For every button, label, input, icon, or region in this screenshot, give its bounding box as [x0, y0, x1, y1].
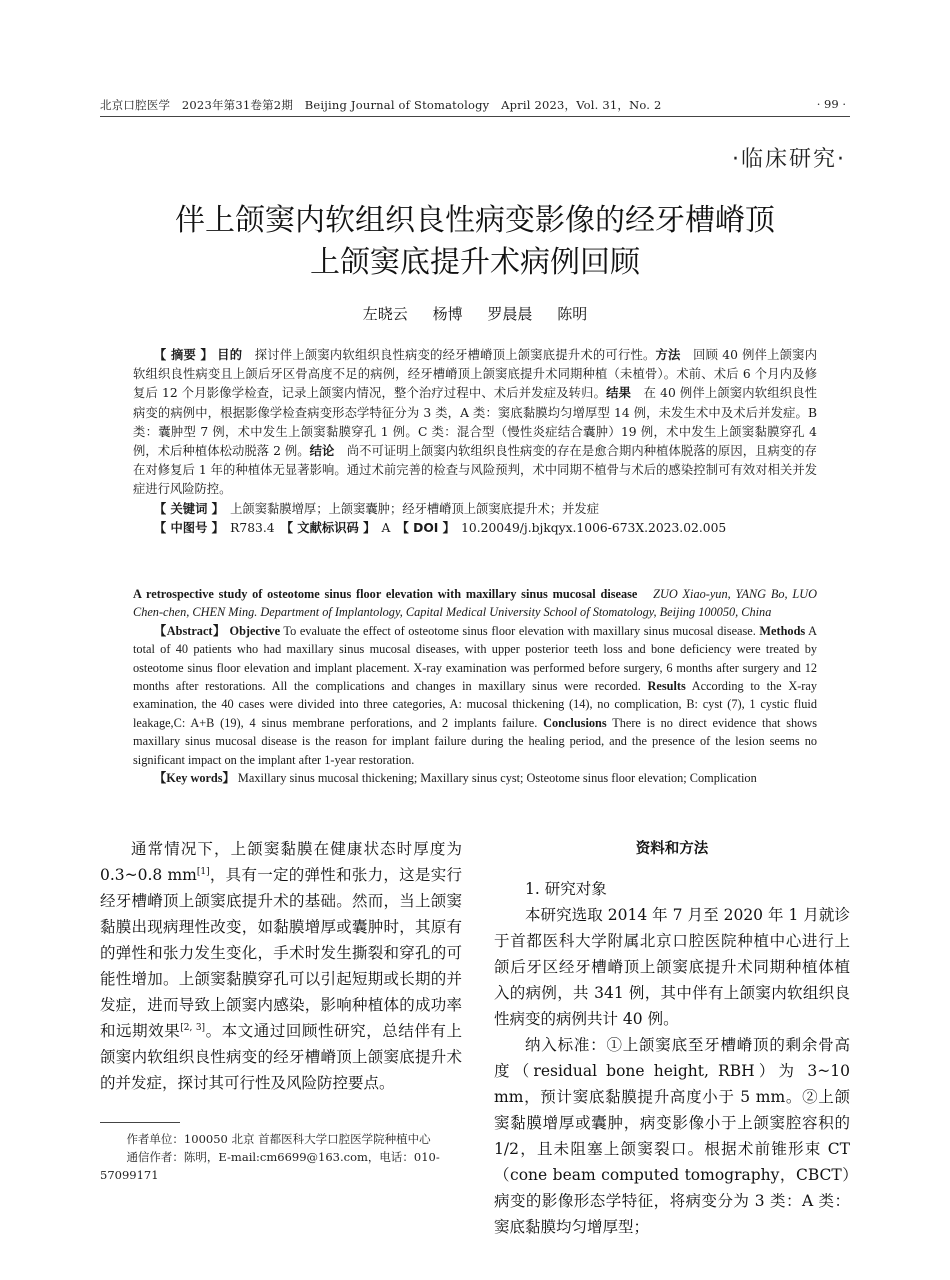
body-right-column	[494, 836, 850, 1240]
doi-value: 10.20049/j.bjkqyx.1006-673X.2023.02.005	[448, 520, 727, 535]
objective-text: 探讨伴上颌窦内软组织良性病变的经牙槽嵴顶上颌窦底提升术的可行性。	[242, 348, 656, 362]
keywords-label-en: 【Key words】	[153, 771, 235, 786]
author-unit: 作者单位：100050 北京 首都医科大学口腔医学院种植中心	[126, 1132, 431, 1146]
results-text: 在 40 例伴上颌窦内软组织良性病变的病例中，根据影像学检查病变形态学特征分为 3 类，A 类：窦底黏膜均匀增厚型 14 例，未发生术中及术后并发症。B 类：囊肿型 7 例，术中发生上颌窦黏膜穿孔 1 例。C 类：混合型（慢性炎症结合囊肿）19 例，术中发生上颌窦黏膜穿孔 4 例，术后种植体松动脱落 2 例。	[133, 386, 817, 459]
clc-value: R783.4	[217, 520, 287, 535]
corresponding-author: 通信作者：陈明，E-mail:cm6699@163.com，电话：010-57099171	[100, 1150, 440, 1182]
methods-text-en: A total of 40 patients who had maxillary sinus mucosal diseases, with upper posterior teeth loss and bone deficiency were treated by osteotome sinus floor elevation and implant placement. X-ray examination was performed before surgery, 6 months after surgery and 12 months after restorations. All the complications and changes in maxillary sinus were recorded.	[133, 623, 818, 694]
doc-code-value: A	[369, 520, 403, 535]
footnotes	[100, 1130, 462, 1184]
keywords-text: 上颌窦黏膜增厚；上颌窦囊肿；经牙槽嵴顶上颌窦底提升术；并发症	[217, 501, 600, 516]
english-affiliation: ZUO Xiao-yun, YANG Bo, LUO Chen-chen, CHEN Ming. Department of Implantology, Capital Medical University School of Stomatology, Beijing 100050, China	[133, 587, 817, 620]
doc-code-label: 【 文献标识码 】	[286, 520, 370, 535]
author-list	[100, 303, 850, 324]
classification-line	[133, 519, 817, 538]
methods-text: 回顾 40 例伴上颌窦内软组织良性病变且上颌后牙区骨高度不足的病例，经牙槽嵴顶上颌窦底提升术同期种植（未植骨）。术前、术后 6 个月内及修复后 12 个月影像学检查，记录上颌窦内情况，整个治疗过程中、术后并发症及转归。	[133, 348, 818, 401]
body-left-column	[100, 836, 462, 1096]
english-abstract-body	[133, 622, 817, 769]
clc-label: 【 中图号 】	[153, 520, 218, 535]
body-paragraph: 本研究选取 2014 年 7 月至 2020 年 1 月就诊于首都医科大学附属北京口腔医院种植中心进行上颌后牙区经牙槽嵴顶上颌窦底提升术同期种植体植入的病例，共 341 例，其中伴有上颌窦内软组织良性病变的病例共计 40 例。	[494, 906, 850, 1028]
author: 罗晨晨	[487, 305, 533, 323]
methods-label-en: Methods	[759, 623, 806, 638]
conclusion-label: 结论	[309, 444, 335, 459]
header-rule	[100, 116, 850, 117]
english-abstract	[133, 585, 817, 787]
author: 陈明	[557, 305, 588, 323]
english-title: A retrospective study of osteotome sinus floor elevation with maxillary sinus mucosal disease	[133, 587, 638, 601]
citation[interactable]: [1]	[196, 866, 210, 877]
running-header: 北京口腔医学 2023年第31卷第2期 Beijing Journal of Stomatology April 2023，Vol. 31，No. 2	[100, 98, 662, 112]
section-label: ·临床研究·	[732, 147, 846, 172]
keywords-line	[133, 500, 817, 519]
conclusions-label-en: Conclusions	[543, 715, 607, 730]
intro-text-part: 。本文通过回顾性研究，总结伴有上颌窦内软组织良性病变的经牙槽嵴顶上颌窦底提升术的并发症，探讨其可行性及风险防控要点。	[100, 1022, 462, 1092]
intro-text-part: 通常情况下，上颌窦黏膜在健康状态时厚度为 0.3~0.8 mm	[100, 840, 462, 884]
objective-label-en: Objective	[229, 623, 281, 638]
english-title-block	[133, 585, 817, 622]
page-number: · 99 ·	[816, 97, 846, 111]
keywords-text-en: Maxillary sinus mucosal thickening; Maxillary sinus cyst; Osteotome sinus floor elevation; Complication	[234, 771, 757, 786]
objective-label: 目的	[217, 348, 243, 362]
intro-paragraph	[100, 836, 462, 1096]
results-label-en: Results	[647, 679, 686, 694]
doi-label: 【 DOI 】	[402, 520, 449, 535]
subsection-heading: 1. 研究对象	[525, 880, 607, 898]
abstract-label-en: 【Abstract】	[153, 623, 226, 638]
citation[interactable]: [2, 3]	[180, 1022, 206, 1033]
author: 左晓云	[362, 305, 408, 323]
author: 杨博	[432, 305, 463, 323]
section-heading: 资料和方法	[635, 841, 709, 857]
methods-label: 方法	[655, 348, 681, 362]
results-label: 结果	[606, 386, 632, 401]
conclusion-text: 尚不可证明上颌窦内软组织良性病变的存在是愈合期内种植体脱落的原因，且病变的存在对修复后 1 年的种植体无显著影响。通过术前完善的检查与风险预判，术中同期不植骨与术后的感染控制可有效对相关并发症进行风险防控。	[133, 444, 817, 497]
conclusions-text-en: There is no direct evidence that shows maxillary sinus mucosal disease is the reason for implant failure during the healing period, and the presence of the lesion seems no significant impact on the implant after 1-year restoration.	[133, 715, 817, 767]
keywords-label: 【 关键词 】	[153, 501, 218, 516]
body-paragraph: 纳入标准：①上颌窦底至牙槽嵴顶的剩余骨高度（residual bone height, RBH）为 3~10 mm，预计窦底黏膜提升高度小于 5 mm。②上颌窦黏膜增厚或囊肿，病变影像小于上颌窦腔容积的 1/2，且未阻塞上颌窦裂口。根据术前锥形束 CT（cone beam computed tomography，CBCT）病变的影像形态学特征，将病变分为 3 类：A 类：窦底黏膜均匀增厚型；	[494, 1036, 850, 1236]
results-text-en: According to the X-ray examination, the 40 cases were divided into three categories, A: mucosal thickening (14), no complication, B: cyst (7), 1 cystic fluid leakage,C: A+B (19), 4 sinus membrane perforations, and 2 implants failure.	[133, 679, 817, 730]
objective-text-en: To evaluate the effect of osteotome sinus floor elevation with maxillary sinus mucosal disease.	[280, 623, 760, 638]
footnote-rule	[100, 1122, 180, 1123]
abstract-label: 【 摘要 】	[153, 348, 214, 362]
intro-text-part: ，具有一定的弹性和张力，这是实行经牙槽嵴顶上颌窦底提升术的基础。然而，当上颌窦黏膜出现病理性改变，如黏膜增厚或囊肿时，其原有的弹性和张力发生变化，手术时发生撕裂和穿孔的可能性增加。上颌窦黏膜穿孔可以引起短期或长期的并发症，进而导致上颌窦内感染，影响种植体的成功率和远期效果	[100, 866, 462, 1040]
title-line-1: 伴上颌窦内软组织良性病变影像的经牙槽嵴顶	[175, 203, 775, 238]
article-title	[100, 200, 850, 284]
abstract-paragraph	[133, 346, 817, 500]
english-keywords-line	[133, 769, 817, 787]
chinese-abstract	[133, 346, 817, 538]
title-line-2: 上颌窦底提升术病例回顾	[310, 245, 640, 280]
